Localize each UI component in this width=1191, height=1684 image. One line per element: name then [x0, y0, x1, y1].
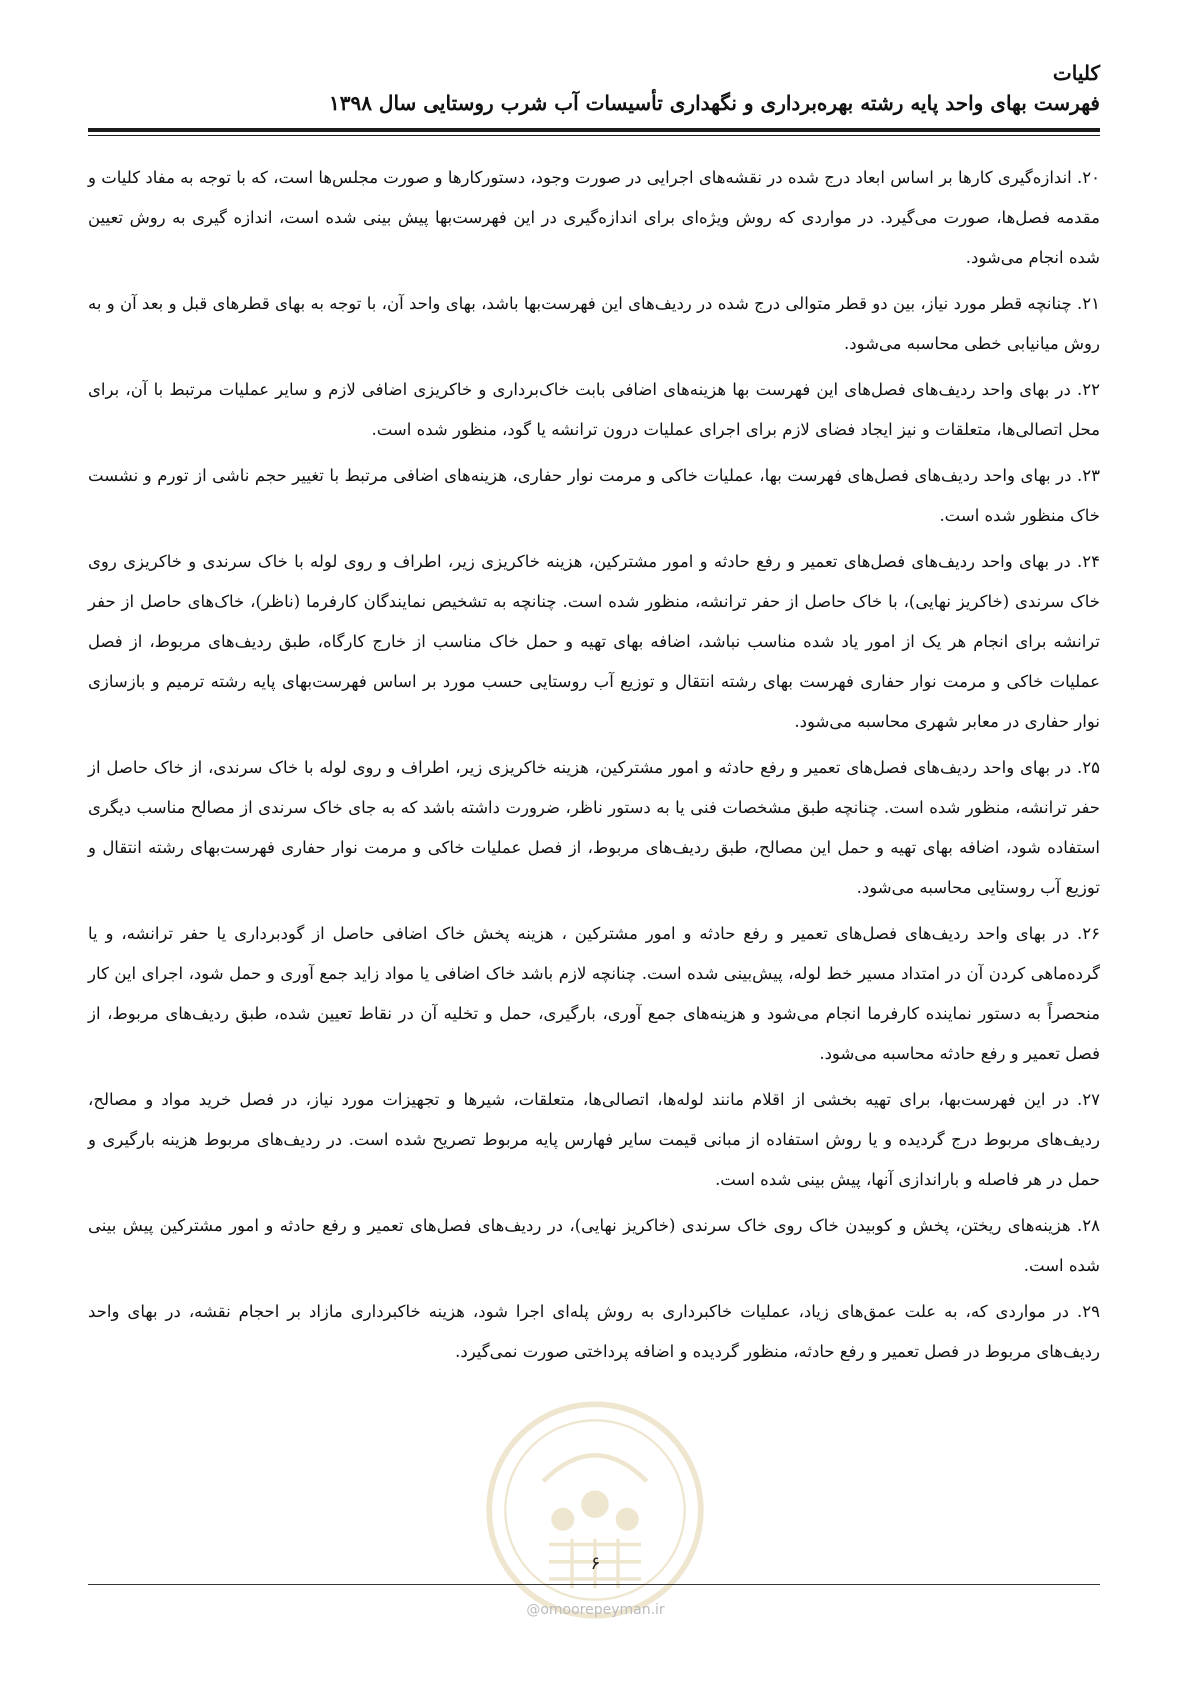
paragraph-22: ۲۲. در بهای واحد ردیف‌های فصل‌های این فهرست بها هزینه‌های اضافی بابت خاک‌برداری و خاکریزی اضافی لازم و سایر عملیات مرتبط با آن، برای محل اتصالی‌ها، متعلقات و نیز ایجاد فضای لازم برای اجرای عملیات درون ترانشه یا گود، منظور شده است.	[88, 380, 1100, 439]
paragraph-28: ۲۸. هزینه‌های ریختن، پخش و کوبیدن خاک روی خاک سرندی (خاکریز نهایی)، در ردیف‌های فصل‌های تعمیر و رفع حادثه و امور مشترکین پیش بینی شده است.	[88, 1216, 1100, 1275]
paragraph-24: ۲۴. در بهای واحد ردیف‌های فصل‌های تعمیر و رفع حادثه و امور مشترکین، هزینه خاکریزی زیر، اطراف و روی لوله با خاک سرندی و خاکریزی روی خاک سرندی (خاکریز نهایی)، با خاک حاصل از حفر ترانشه، منظور شده است. چنانچه به تشخیص نمایندگان کارفرما (ناظر)، خاک‌های حاصل از حفر ترانشه برای انجام هر یک از امور یاد شده مناسب نباشد، اضافه بهای تهیه و حمل خاک مناسب از خارج کارگاه، طبق ردیف‌های مربوط، از فصل عملیات خاکی و مرمت نوار حفاری فهرست بهای رشته انتقال و توزیع آب روستایی حسب مورد بر اساس فهرست‌بهای پایه رشته ترمیم و بازسازی نوار حفاری در معابر شهری محاسبه می‌شود.	[88, 552, 1100, 731]
body-text	[88, 158, 1100, 1378]
paragraph-23: ۲۳. در بهای واحد ردیف‌های فصل‌های فهرست بها، عملیات خاکی و مرمت نوار حفاری، هزینه‌های اضافی مرتبط با تغییر حجم ناشی از تورم و نشست خاک منظور شده است.	[88, 466, 1100, 525]
chapter-title: کلیات	[1052, 61, 1100, 85]
paragraph-26: ۲۶. در بهای واحد ردیف‌های فصل‌های تعمیر و رفع حادثه و امور مشترکین ، هزینه پخش خاک اضافی حاصل از گودبرداری یا حفر ترانشه، و یا گرده‌ماهی کردن آن در امتداد مسیر خط لوله، پیش‌بینی شده است. چنانچه لازم باشد خاک اضافی یا مواد زاید جمع آوری و حمل شود، اجرای این کار منحصراً به دستور نماینده کارفرما انجام می‌شود و هزینه‌های جمع آوری، بارگیری، حمل و تخلیه آن در نقاط تعیین شده، طبق ردیف‌های مربوط، از فصل تعمیر و رفع حادثه محاسبه می‌شود.	[88, 924, 1100, 1063]
footer-rule	[88, 1584, 1100, 1585]
paragraph-20: ۲۰. اندازه‌گیری کارها بر اساس ابعاد درج شده در نقشه‌های اجرایی در صورت وجود، دستورکارها و صورت مجلس‌ها است، که با توجه به مفاد کلیات و مقدمه فصل‌ها، صورت می‌گیرد. در مواردی که روش ویژه‌ای برای اندازه‌گیری در این فهرست‌بها پیش بینی شده است، اندازه گیری به روش تعیین شده انجام می‌شود.	[88, 168, 1100, 267]
page-header	[88, 58, 1100, 118]
watermark-seal-icon	[480, 1395, 710, 1625]
header-rule-thick	[88, 128, 1100, 132]
document-title: فهرست بهای واحد پایه رشته بهره‌برداری و نگهداری تأسیسات آب شرب روستایی سال ۱۳۹۸	[328, 91, 1100, 115]
paragraph-25: ۲۵. در بهای واحد ردیف‌های فصل‌های تعمیر و رفع حادثه و امور مشترکین، هزینه خاکریزی زیر، اطراف و روی لوله با خاک سرندی، از خاک حاصل از حفر ترانشه، منظور شده است. چنانچه طبق مشخصات فنی یا به دستور ناظر، ضرورت داشته باشد که به جای خاک سرندی از مصالح مناسب دیگری استفاده شود، اضافه بهای تهیه و حمل این مصالح، طبق ردیف‌های مربوط، از فصل عملیات خاکی و مرمت نوار حفاری فهرست‌بهای رشته انتقال و توزیع آب روستایی محاسبه می‌شود.	[88, 758, 1100, 897]
paragraph-29: ۲۹. در مواردی که، به علت عمق‌های زیاد، عملیات خاکبرداری به روش پله‌ای اجرا شود، هزینه خاکبرداری مازاد بر احجام نقشه، در بهای واحد ردیف‌های مربوط در فصل تعمیر و رفع حادثه، منظور گردیده و اضافه پرداختی صورت نمی‌گیرد.	[88, 1302, 1100, 1361]
paragraph-27: ۲۷. در این فهرست‌بها، برای تهیه بخشی از اقلام مانند لوله‌ها، اتصالی‌ها، متعلقات، شیرها و تجهیزات مورد نیاز، در فصل خرید مواد و مصالح، ردیف‌های مربوط درج گردیده و یا روش استفاده از مبانی قیمت سایر فهارس پایه مربوط تصریح شده است. در ردیف‌های مربوط هزینه بارگیری و حمل در هر فاصله و باراندازی آنها، پیش بینی شده است.	[88, 1090, 1100, 1189]
watermark-url: @omoorepeyman.ir	[526, 1602, 665, 1618]
page-number: ۶	[590, 1553, 601, 1574]
header-rule-thin	[88, 135, 1100, 136]
paragraph-21: ۲۱. چنانچه قطر مورد نیاز، بین دو قطر متوالی درج شده در ردیف‌های این فهرست‌بها باشد، بهای واحد آن، با توجه به بهای قطرهای قبل و بعد آن و به روش میانیابی خطی محاسبه می‌شود.	[88, 294, 1100, 353]
